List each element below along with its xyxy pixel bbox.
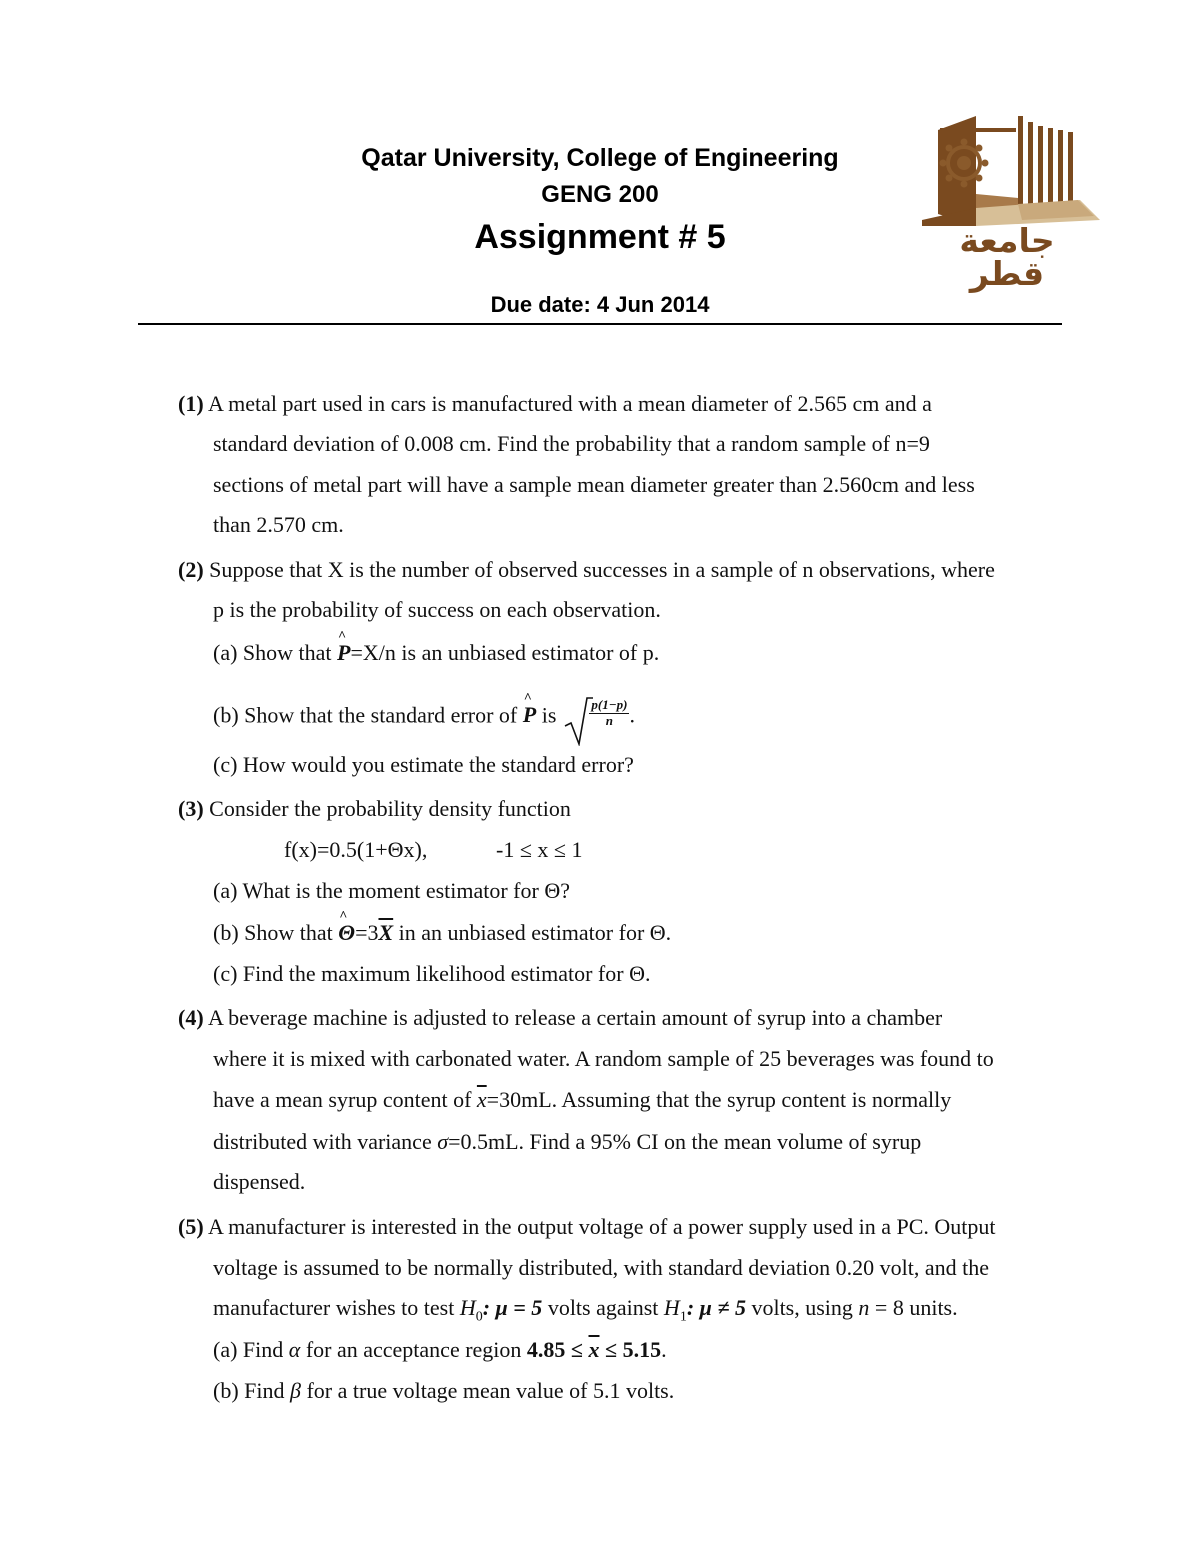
q2-number: (2) [178, 557, 204, 582]
q3-part-c: (c) Find the maximum likelihood estimator for Θ. [213, 961, 651, 986]
p-hat-symbol: ^ P [337, 642, 350, 664]
standard-error-formula [589, 697, 629, 733]
h0-symbol: H [459, 1295, 476, 1320]
p-hat-symbol: ^ P [523, 704, 536, 726]
q5-part-a: (a) Find α for an acceptance region $4.85 \le \overline{x} \le 5.15$. [213, 1337, 667, 1362]
q3-number: (3) [178, 796, 204, 821]
q4-line-2: where it is mixed with carbonated water. A random sample of 25 beverages was found to [213, 1046, 994, 1071]
q5-line-3: manufacturer wishes to test $H_0$: μ = 5 volts against $H_1$: μ ≠ 5 volts, using n = 8 units. [213, 1295, 958, 1325]
n-symbol: n [858, 1295, 870, 1320]
header-rule [138, 323, 1062, 325]
q4-number: (4) [178, 1005, 204, 1030]
beta-symbol: β [290, 1378, 301, 1403]
q3-pdf-formula: f(x)=0.5(1+Θx), [284, 837, 428, 862]
sigma-symbol: σ [437, 1129, 449, 1154]
q1-text-1: A metal part used in cars is manufactured with a mean diameter of 2.565 cm and a [207, 391, 932, 416]
q2-part-c: (c) How would you estimate the standard error? [213, 752, 634, 777]
q2-line-2: p is the probability of success on each observation. [213, 597, 661, 622]
q1-number: (1) [178, 391, 204, 416]
q5-line-2: voltage is assumed to be normally distributed, with standard deviation 0.20 volt, and the [213, 1255, 989, 1280]
q4-line-3: have a mean syrup content of $\overline{x}=30mL$. Assuming that the syrup content is normally [213, 1087, 952, 1112]
q2-line-1 [178, 559, 995, 581]
university-heading: Qatar University, College of Engineering [361, 144, 839, 172]
course-code: GENG 200 [541, 181, 659, 208]
q3-pdf-range: -1 ≤ x ≤ 1 [496, 837, 583, 862]
q2-part-a: (a) Show that ^ P=X/n is an unbiased estimator of p. [213, 642, 659, 664]
q4-line-1 [178, 1007, 942, 1029]
q1-line-3: sections of metal part will have a sample mean diameter greater than 2.560cm and less [213, 472, 975, 497]
q3-text-1: Consider the probability density function [203, 796, 571, 821]
theta-hat-symbol: ^ Θ [338, 922, 355, 944]
q5-number: (5) [178, 1214, 204, 1239]
q3-part-b: (b) Show that ^ $\Theta=3\overline{X}$ in an unbiased estimator for Θ. [213, 922, 671, 944]
due-date: Due date: 4 Jun 2014 [490, 292, 710, 317]
logo-arabic-text: جامعة قطر [959, 221, 1055, 293]
fraction-denominator: n [605, 712, 614, 728]
fraction-numerator: p(1−p) [591, 697, 628, 712]
q3-part-a: (a) What is the moment estimator for Θ? [213, 878, 570, 903]
x-bar-symbol: $\overline{X}$ [378, 920, 394, 945]
acceptance-region-high: ≤ 5.15 [599, 1337, 662, 1362]
q2-part-b: (b) Show that the standard error of ^ P is $\frac{p(1-p)}{n}$ . [213, 702, 635, 733]
q5-part-b: (b) Find β for a true voltage mean value of 5.1 volts. [213, 1378, 675, 1403]
q4-line-5: dispensed. [213, 1169, 306, 1194]
assignment-title: Assignment # 5 [474, 218, 726, 256]
q2-text-1: Suppose that X is the number of observed successes in a sample of n observations, where [209, 557, 995, 582]
q5-text-1: A manufacturer is interested in the output voltage of a power supply used in a PC. Output [207, 1214, 996, 1239]
x-bar-symbol: $\overline{x}$ [476, 1087, 487, 1112]
x-bar-symbol: $\overline{x}$ [588, 1337, 600, 1362]
alpha-symbol: α [288, 1337, 301, 1362]
q5-line-1 [178, 1216, 996, 1238]
null-hypothesis: : μ = 5 [482, 1295, 543, 1320]
q1-line-1 [178, 393, 932, 415]
q1-line-2: standard deviation of 0.008 cm. Find the probability that a random sample of n=9 [213, 431, 930, 456]
q1-line-4: than 2.570 cm. [213, 512, 344, 537]
q4-line-4: distributed with variance σ=0.5mL. Find a 95% CI on the mean volume of syrup [213, 1129, 922, 1154]
q3-line-1 [178, 798, 571, 820]
acceptance-region-low: 4.85 ≤ [526, 1337, 589, 1362]
h1-symbol: H [663, 1295, 680, 1320]
alternative-hypothesis: : μ ≠ 5 [686, 1295, 746, 1320]
q4-text-1: A beverage machine is adjusted to release a certain amount of syrup into a chamber [207, 1005, 943, 1030]
